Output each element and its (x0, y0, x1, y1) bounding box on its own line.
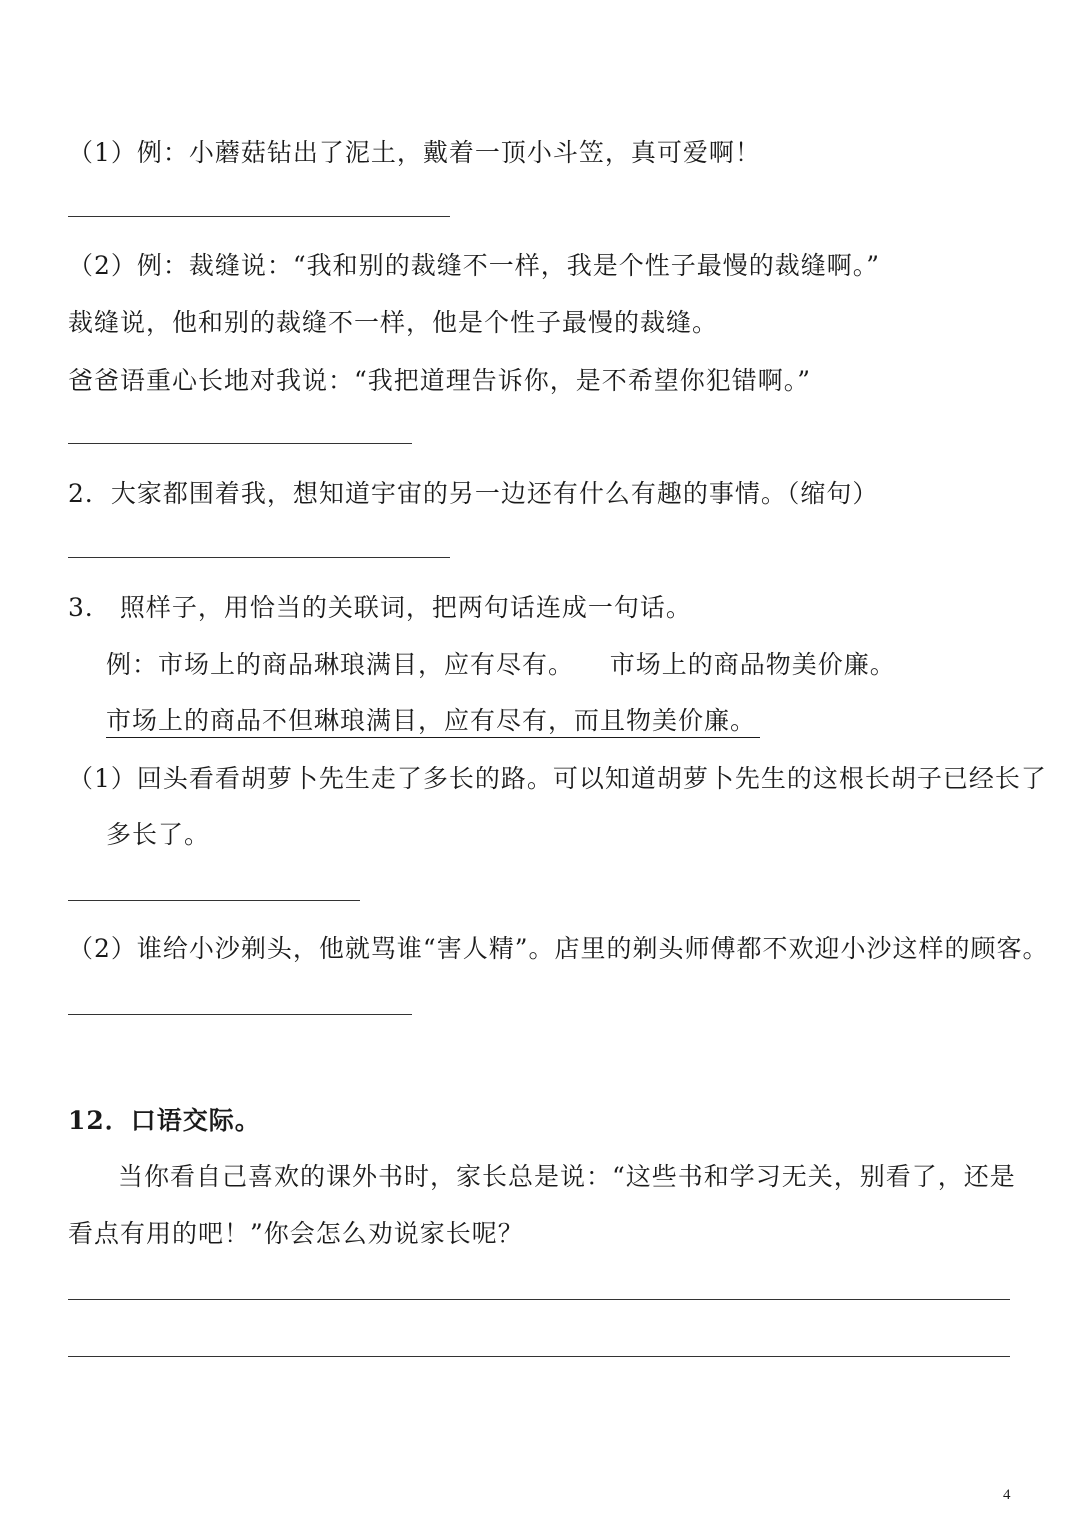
answer-blank[interactable] (68, 900, 360, 901)
page-number: 4 (1003, 1487, 1011, 1503)
answer-blank[interactable] (68, 443, 412, 444)
answer-blank[interactable] (68, 1356, 1010, 1357)
q1-item2-line1: （2）例：裁缝说：“我和别的裁缝不一样，我是个性子最慢的裁缝啊。” (68, 251, 880, 280)
q12-prompt-line1: 当你看自己喜欢的课外书时，家长总是说：“这些书和学习无关，别看了，还是 (118, 1162, 1016, 1191)
answer-blank[interactable] (68, 557, 450, 558)
q1-item2-line2: 裁缝说，他和别的裁缝不一样，他是个性子最慢的裁缝。 (68, 308, 719, 337)
answer-blank[interactable] (68, 216, 450, 217)
q3-title: 3． 照样子，用恰当的关联词，把两句话连成一句话。 (68, 593, 692, 622)
q12-prompt-line2: 看点有用的吧！”你会怎么劝说家长呢？ (68, 1219, 524, 1248)
q3-answer-example (106, 704, 760, 738)
q3-example: 例：市场上的商品琳琅满目，应有尽有。 市场上的商品物美价廉。 (106, 650, 896, 679)
q3-answer-text: 市场上的商品不但琳琅满目，应有尽有，而且物美价廉。 (106, 706, 760, 738)
answer-blank[interactable] (68, 1014, 412, 1015)
answer-blank[interactable] (68, 1299, 1010, 1300)
q3-item1-line2: 多长了。 (106, 820, 211, 849)
q3-item2-text: （2）谁给小沙剃头，他就骂谁“害人精”。店里的剃头师傅都不欢迎小沙这样的顾客。 (68, 934, 1049, 963)
q1-item2-line3: 爸爸语重心长地对我说：“我把道理告诉你，是不希望你犯错啊。” (68, 366, 812, 395)
q12-title: 12．口语交际。 (68, 1106, 261, 1135)
q2-text: 2．大家都围着我，想知道宇宙的另一边还有什么有趣的事情。（缩句） (68, 479, 879, 508)
q1-item1-text: （1）例：小蘑菇钻出了泥土，戴着一顶小斗笠，真可爱啊！ (68, 138, 761, 167)
q3-item1-line1: （1）回头看看胡萝卜先生走了多长的路。可以知道胡萝卜先生的这根长胡子已经长了 (68, 764, 1047, 793)
